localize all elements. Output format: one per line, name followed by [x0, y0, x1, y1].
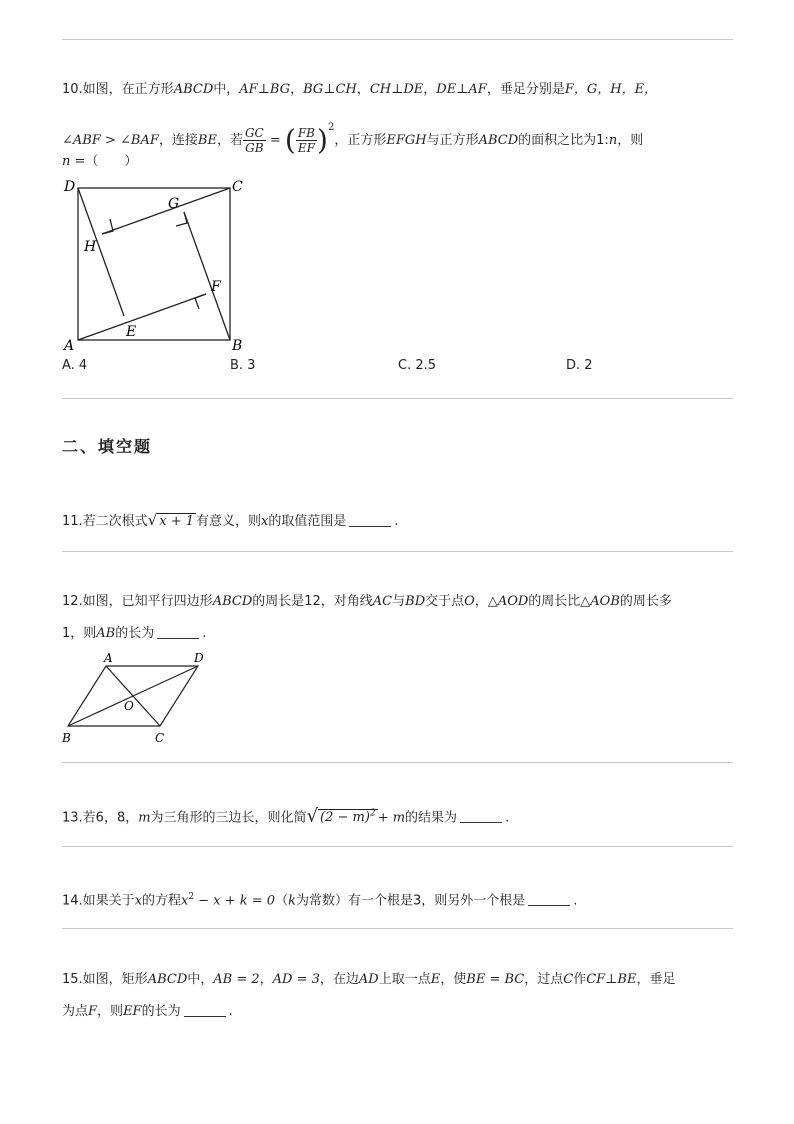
- q10-figure: [58, 174, 258, 354]
- q10-line3: n =（ ）: [62, 154, 138, 169]
- q14-answer-blank[interactable]: [528, 893, 570, 906]
- q12-line2: 1，则AB的长为 .: [62, 626, 207, 641]
- q12-answer-blank[interactable]: [157, 626, 199, 639]
- option-d[interactable]: D. 2: [566, 358, 593, 373]
- label-O: O: [124, 699, 134, 713]
- label-D: D: [64, 179, 76, 195]
- label-G: G: [168, 196, 180, 212]
- label-F: F: [211, 279, 221, 295]
- q11-answer-blank[interactable]: [349, 514, 391, 527]
- label-C: C: [155, 731, 165, 745]
- q14-line: 14.如果关于x的方程$x^2 - x + k = 0(k$为常数）有一个根是3，则另外一个根是 .: [62, 892, 578, 909]
- label-A: A: [64, 338, 75, 354]
- option-a[interactable]: A. 4: [62, 358, 88, 373]
- divider-q12: [62, 762, 733, 763]
- q11-line: 11.若二次根式√ x + 1 有意义，则x的取值范围是 .: [62, 511, 399, 529]
- q10-line2: ∠ABF > ∠BAF，连接BE，若 $\frac{GC}{GB}$ = ( $\frac{FB}{EF}$ )$^2$，正方形EFGH与正方形ABCD的面积之比为1:n，则: [62, 122, 644, 157]
- label-B: B: [62, 731, 71, 745]
- fraction-fb-ef: $\frac{FB}{EF}$: [297, 126, 316, 155]
- label-C: C: [232, 179, 243, 195]
- q15-line2: 为点F，则EF的长为 .: [62, 1004, 233, 1019]
- q15-answer-blank[interactable]: [184, 1004, 226, 1017]
- q12-line1: 12.如图，已知平行四边形ABCD的周长是12，对角线AC与BD交于点O，△AOD的周长比△AOB的周长多: [62, 594, 672, 609]
- divider-q14: [62, 928, 733, 929]
- label-B: B: [232, 338, 243, 354]
- divider-q11: [62, 551, 733, 552]
- section-title: 二、填空题: [62, 437, 153, 456]
- divider-q13: [62, 846, 733, 847]
- option-b[interactable]: B. 3: [230, 358, 256, 373]
- fraction-gc-gb: $\frac{GC}{GB}$: [244, 126, 264, 155]
- label-D: D: [194, 651, 204, 665]
- divider-q10: [62, 398, 733, 399]
- divider-top: [62, 39, 733, 40]
- q10-line1: 10.如图，在正方形ABCD中，AF⊥BG，BG⊥CH，CH⊥DE，DE⊥AF，垂足分别是F，G，H，E，: [62, 82, 658, 97]
- option-c[interactable]: C. 2.5: [398, 358, 437, 373]
- label-E: E: [126, 324, 137, 340]
- q13-answer-blank[interactable]: [460, 810, 502, 823]
- q12-figure: [58, 648, 228, 748]
- q15-line1: 15.如图，矩形ABCD中，AB = 2，AD = 3，在边AD上取一点E，使BE = BC，过点C作CF⊥BE，垂足: [62, 972, 676, 987]
- label-A: A: [104, 651, 113, 665]
- q13-line: 13.若6，8，m为三角形的三边长，则化简√ $(2 - m)^2 + m$的结果为 .: [62, 805, 510, 827]
- label-H: H: [84, 239, 97, 255]
